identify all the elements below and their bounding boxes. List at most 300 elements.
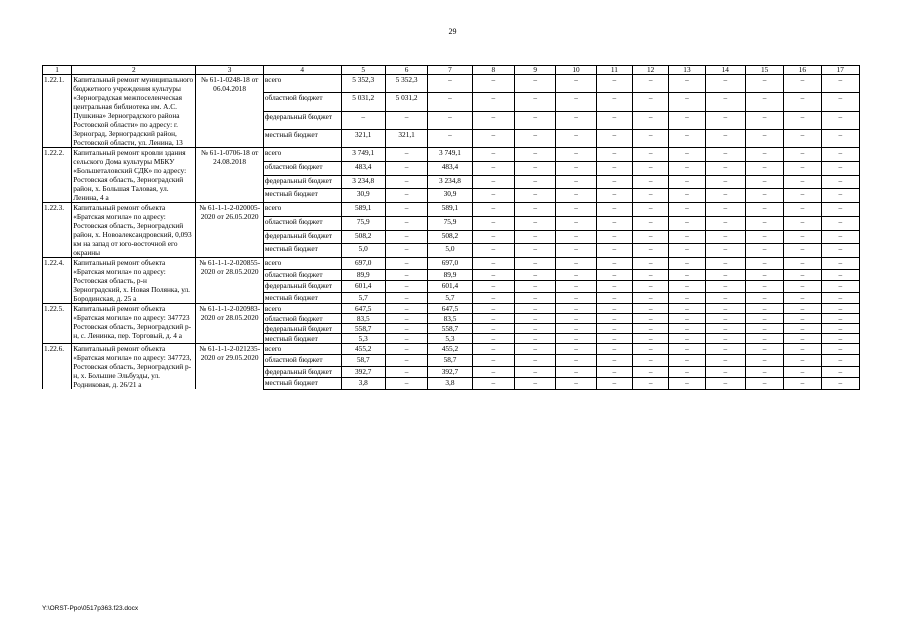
value-col-8: – [472,314,514,324]
column-header-13: 13 [669,66,705,75]
value-col-6: – [385,175,427,189]
value-col-15: – [745,258,783,270]
value-col-10: – [556,281,596,293]
value-col-13: – [669,334,705,344]
value-col-13: – [669,281,705,293]
footer-file-path: Y:\ORST-Ppo\0517p363.f23.docx [42,605,139,612]
value-col-10: – [556,148,596,162]
value-col-15: – [745,203,783,217]
value-col-14: – [705,355,745,366]
value-col-11: – [596,129,632,147]
funding-source: федеральный бюджет [263,175,341,189]
value-col-8: – [472,292,514,304]
column-header-2: 2 [72,66,196,75]
value-col-6: – [385,324,427,334]
value-col-5: 30,9 [341,189,385,203]
column-header-1: 1 [43,66,72,75]
value-col-7: 455,2 [428,344,472,355]
value-col-17: – [821,378,859,389]
value-col-13: – [669,230,705,244]
value-col-10: – [556,175,596,189]
value-col-5: 89,9 [341,269,385,281]
value-col-15: – [745,230,783,244]
value-col-16: – [784,292,821,304]
value-col-11: – [596,161,632,175]
value-col-10: – [556,161,596,175]
value-col-15: – [745,334,783,344]
item-name: Капитальный ремонт кровли здания сельского Дома культуры МБКУ «Большеталовский СДК» по адресу: Ростовская область, Зерноградский район, х. Большая Таловая, ул. Ленина, 4 а [72,148,196,203]
value-col-14: – [705,93,745,111]
funding-source: областной бюджет [263,314,341,324]
funding-source: областной бюджет [263,93,341,111]
value-col-15: – [745,161,783,175]
value-col-16: – [784,244,821,258]
value-col-13: – [669,269,705,281]
item-document: № 61-1-1-2-020005-2020 от 26.05.2020 [196,203,264,258]
value-col-17: – [821,292,859,304]
value-col-5: 455,2 [341,344,385,355]
value-col-13: – [669,189,705,203]
value-col-17: – [821,344,859,355]
value-col-15: – [745,269,783,281]
value-col-11: – [596,355,632,366]
value-col-9: – [515,304,556,314]
value-col-13: – [669,344,705,355]
value-col-9: – [515,111,556,129]
value-col-11: – [596,281,632,293]
value-col-9: – [515,314,556,324]
value-col-13: – [669,203,705,217]
value-col-10: – [556,75,596,93]
value-col-6: – [385,304,427,314]
column-header-17: 17 [821,66,859,75]
value-col-7: 3,8 [428,378,472,389]
value-col-14: – [705,314,745,324]
column-number-row [43,66,860,75]
value-col-15: – [745,304,783,314]
value-col-6: – [385,269,427,281]
value-col-5: 647,5 [341,304,385,314]
value-col-10: – [556,314,596,324]
value-col-8: – [472,189,514,203]
item-code: 1.22.1. [43,75,72,148]
value-col-13: – [669,378,705,389]
funding-source: местный бюджет [263,129,341,147]
value-col-8: – [472,304,514,314]
value-col-14: – [705,216,745,230]
value-col-9: – [515,378,556,389]
value-col-10: – [556,93,596,111]
page-number: 29 [448,27,457,36]
table-row [43,148,860,162]
value-col-14: – [705,258,745,270]
value-col-14: – [705,111,745,129]
value-col-10: – [556,216,596,230]
value-col-8: – [472,93,514,111]
value-col-11: – [596,258,632,270]
value-col-6: – [385,258,427,270]
value-col-15: – [745,148,783,162]
column-header-8: 8 [472,66,514,75]
value-col-9: – [515,324,556,334]
value-col-14: – [705,324,745,334]
value-col-6: – [385,203,427,217]
value-col-10: – [556,258,596,270]
value-col-8: – [472,175,514,189]
value-col-16: – [784,129,821,147]
value-col-10: – [556,292,596,304]
value-col-16: – [784,314,821,324]
value-col-5: 321,1 [341,129,385,147]
value-col-5: 3 234,8 [341,175,385,189]
value-col-17: – [821,304,859,314]
value-col-10: – [556,355,596,366]
value-col-9: – [515,292,556,304]
value-col-13: – [669,314,705,324]
value-col-7: 89,9 [428,269,472,281]
value-col-12: – [633,111,669,129]
value-col-7: 3 749,1 [428,148,472,162]
value-col-13: – [669,111,705,129]
value-col-16: – [784,230,821,244]
value-col-12: – [633,93,669,111]
value-col-16: – [784,148,821,162]
value-col-13: – [669,175,705,189]
value-col-17: – [821,75,859,93]
value-col-16: – [784,189,821,203]
value-col-7: 392,7 [428,366,472,377]
value-col-14: – [705,189,745,203]
value-col-17: – [821,269,859,281]
value-col-8: – [472,203,514,217]
value-col-8: – [472,269,514,281]
value-col-12: – [633,148,669,162]
value-col-6: – [385,281,427,293]
item-code: 1.22.3. [43,203,72,258]
value-col-16: – [784,111,821,129]
value-col-7: 558,7 [428,324,472,334]
value-col-12: – [633,334,669,344]
value-col-9: – [515,161,556,175]
value-col-16: – [784,269,821,281]
value-col-11: – [596,111,632,129]
item-code: 1.22.5. [43,304,72,344]
value-col-5: 5 031,2 [341,93,385,111]
value-col-7: 483,4 [428,161,472,175]
value-col-7: 3 234,8 [428,175,472,189]
value-col-17: – [821,230,859,244]
value-col-14: – [705,344,745,355]
value-col-9: – [515,189,556,203]
value-col-7: 697,0 [428,258,472,270]
value-col-15: – [745,344,783,355]
value-col-6: – [385,344,427,355]
value-col-17: – [821,203,859,217]
budget-table [42,65,860,390]
value-col-11: – [596,189,632,203]
value-col-7: 508,2 [428,230,472,244]
value-col-9: – [515,230,556,244]
value-col-12: – [633,230,669,244]
value-col-11: – [596,203,632,217]
value-col-13: – [669,324,705,334]
funding-source: местный бюджет [263,334,341,344]
value-col-6: 5 352,3 [385,75,427,93]
value-col-16: – [784,324,821,334]
item-name: Капитальный ремонт объекта «Братская могила» по адресу: 347723 Ростовская область, Зерноградский р-н, с. Ленинка, пер. Торговый, д. 4 а [72,304,196,344]
value-col-8: – [472,281,514,293]
value-col-14: – [705,334,745,344]
value-col-6: – [385,314,427,324]
value-col-10: – [556,230,596,244]
value-col-14: – [705,161,745,175]
value-col-17: – [821,281,859,293]
value-col-11: – [596,230,632,244]
value-col-12: – [633,344,669,355]
value-col-16: – [784,304,821,314]
value-col-14: – [705,230,745,244]
value-col-5: 3,8 [341,378,385,389]
item-code: 1.22.2. [43,148,72,203]
item-document: № 61-1-0706-18 от 24.08.2018 [196,148,264,203]
value-col-6: – [385,230,427,244]
value-col-10: – [556,203,596,217]
value-col-7: 589,1 [428,203,472,217]
value-col-17: – [821,175,859,189]
value-col-11: – [596,175,632,189]
value-col-14: – [705,269,745,281]
value-col-8: – [472,129,514,147]
value-col-14: – [705,281,745,293]
item-name: Капитальный ремонт объекта «Братская могила» по адресу: 347723, Ростовская область, Зерноградский р-н, х. Большие Эльбузды, ул. Родниковая, д. 26/21 а [72,344,196,390]
value-col-9: – [515,344,556,355]
item-document: № 61-1-1-2-020855-2020 от 28.05.2020 [196,258,264,304]
value-col-12: – [633,161,669,175]
value-col-11: – [596,314,632,324]
value-col-14: – [705,129,745,147]
value-col-13: – [669,258,705,270]
value-col-16: – [784,355,821,366]
funding-source: местный бюджет [263,378,341,389]
value-col-6: – [385,161,427,175]
value-col-11: – [596,304,632,314]
value-col-7: 647,5 [428,304,472,314]
value-col-11: – [596,292,632,304]
value-col-13: – [669,355,705,366]
item-document: № 61-1-0248-18 от 06.04.2018 [196,75,264,148]
value-col-17: – [821,216,859,230]
value-col-12: – [633,378,669,389]
table-row [43,344,860,355]
value-col-13: – [669,244,705,258]
funding-source: федеральный бюджет [263,366,341,377]
value-col-10: – [556,334,596,344]
value-col-14: – [705,203,745,217]
value-col-14: – [705,148,745,162]
value-col-7: 30,9 [428,189,472,203]
funding-source: всего [263,258,341,270]
value-col-7: 58,7 [428,355,472,366]
value-col-17: – [821,244,859,258]
value-col-17: – [821,161,859,175]
value-col-11: – [596,366,632,377]
funding-source: федеральный бюджет [263,230,341,244]
value-col-12: – [633,258,669,270]
value-col-17: – [821,355,859,366]
value-col-15: – [745,355,783,366]
value-col-9: – [515,75,556,93]
item-name: Капитальный ремонт объекта «Братская могила» по адресу: Ростовская область, Зерноградский район, х. Новоалександровский, 0,093 км на запад от юго-восточной его окраины [72,203,196,258]
value-col-11: – [596,269,632,281]
value-col-12: – [633,292,669,304]
value-col-9: – [515,258,556,270]
column-header-16: 16 [784,66,821,75]
value-col-6: – [385,292,427,304]
value-col-5: 58,7 [341,355,385,366]
value-col-6: – [385,111,427,129]
value-col-6: – [385,355,427,366]
value-col-7: 5,7 [428,292,472,304]
value-col-5: 483,4 [341,161,385,175]
value-col-15: – [745,129,783,147]
value-col-6: – [385,189,427,203]
value-col-5: 75,9 [341,216,385,230]
column-header-5: 5 [341,66,385,75]
value-col-12: – [633,244,669,258]
value-col-11: – [596,93,632,111]
value-col-13: – [669,216,705,230]
value-col-17: – [821,93,859,111]
value-col-11: – [596,75,632,93]
value-col-16: – [784,258,821,270]
value-col-8: – [472,111,514,129]
value-col-16: – [784,161,821,175]
value-col-16: – [784,281,821,293]
value-col-5: 697,0 [341,258,385,270]
value-col-11: – [596,344,632,355]
value-col-10: – [556,378,596,389]
item-document: № 61-1-1-2-020983-2020 от 28.05.2020 [196,304,264,344]
value-col-15: – [745,314,783,324]
value-col-8: – [472,148,514,162]
value-col-10: – [556,366,596,377]
funding-source: всего [263,304,341,314]
funding-source: всего [263,344,341,355]
funding-source: всего [263,203,341,217]
funding-source: областной бюджет [263,216,341,230]
value-col-15: – [745,324,783,334]
value-col-14: – [705,292,745,304]
value-col-12: – [633,175,669,189]
value-col-9: – [515,355,556,366]
value-col-9: – [515,93,556,111]
value-col-13: – [669,75,705,93]
value-col-10: – [556,304,596,314]
value-col-11: – [596,334,632,344]
value-col-9: – [515,148,556,162]
value-col-6: – [385,334,427,344]
value-col-13: – [669,366,705,377]
value-col-8: – [472,378,514,389]
value-col-5: 601,4 [341,281,385,293]
value-col-16: – [784,75,821,93]
value-col-7: 5,3 [428,334,472,344]
value-col-11: – [596,324,632,334]
column-header-10: 10 [556,66,596,75]
value-col-11: – [596,378,632,389]
value-col-16: – [784,216,821,230]
value-col-7: 83,5 [428,314,472,324]
column-header-3: 3 [196,66,264,75]
value-col-5: 589,1 [341,203,385,217]
value-col-15: – [745,75,783,93]
value-col-14: – [705,366,745,377]
value-col-17: – [821,129,859,147]
item-code: 1.22.4. [43,258,72,304]
value-col-9: – [515,269,556,281]
column-header-4: 4 [263,66,341,75]
funding-source: областной бюджет [263,355,341,366]
funding-source: местный бюджет [263,292,341,304]
value-col-11: – [596,216,632,230]
item-document: № 61-1-1-2-021235-2020 от 29.05.2020 [196,344,264,390]
value-col-11: – [596,148,632,162]
value-col-5: 392,7 [341,366,385,377]
value-col-10: – [556,244,596,258]
value-col-9: – [515,175,556,189]
value-col-17: – [821,148,859,162]
funding-source: местный бюджет [263,244,341,258]
value-col-12: – [633,189,669,203]
value-col-11: – [596,244,632,258]
value-col-16: – [784,378,821,389]
value-col-14: – [705,75,745,93]
value-col-6: – [385,216,427,230]
item-name: Капитальный ремонт объекта «Братская могила» по адресу: Ростовская область, р-н Зерноградский, х. Новая Полянка, ул. Бородинская, д. 25 а [72,258,196,304]
value-col-10: – [556,269,596,281]
value-col-15: – [745,93,783,111]
value-col-13: – [669,304,705,314]
value-col-12: – [633,355,669,366]
value-col-16: – [784,203,821,217]
value-col-15: – [745,281,783,293]
value-col-12: – [633,269,669,281]
value-col-15: – [745,378,783,389]
value-col-16: – [784,366,821,377]
value-col-12: – [633,324,669,334]
value-col-8: – [472,244,514,258]
value-col-8: – [472,75,514,93]
value-col-7: – [428,75,472,93]
value-col-9: – [515,334,556,344]
value-col-10: – [556,189,596,203]
value-col-13: – [669,148,705,162]
value-col-17: – [821,334,859,344]
value-col-6: 5 031,2 [385,93,427,111]
value-col-8: – [472,230,514,244]
value-col-8: – [472,161,514,175]
table-row [43,203,860,217]
value-col-6: – [385,244,427,258]
value-col-16: – [784,175,821,189]
value-col-8: – [472,258,514,270]
value-col-8: – [472,216,514,230]
value-col-12: – [633,314,669,324]
value-col-5: 508,2 [341,230,385,244]
funding-source: местный бюджет [263,189,341,203]
value-col-5: 5,3 [341,334,385,344]
value-col-12: – [633,304,669,314]
